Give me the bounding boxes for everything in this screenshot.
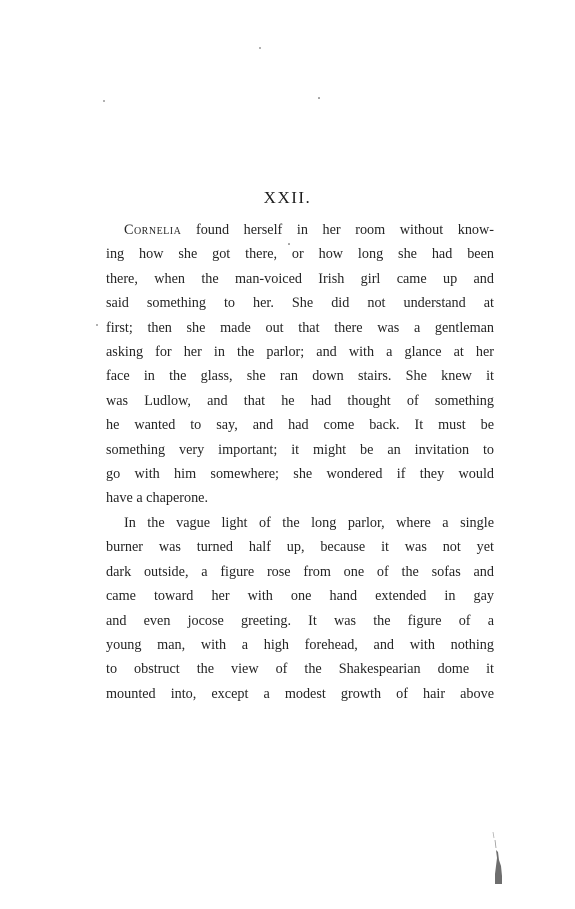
text-line: dark outside, a figure rose from one of the sofas and bbox=[106, 563, 494, 580]
text-line: face in the glass, she ran down stairs. She knew it bbox=[106, 368, 494, 385]
binding-artifact bbox=[491, 832, 503, 884]
text-line: mounted into, except a modest growth of hair above bbox=[106, 685, 494, 702]
text-line: was Ludlow, and that he had thought of something bbox=[106, 392, 494, 409]
text-line: ing how she got there, or how long she had been bbox=[106, 246, 494, 263]
text-line: go with him somewhere; she wondered if they would bbox=[106, 466, 494, 483]
text-line: and even jocose greeting. It was the figure of a bbox=[106, 612, 494, 629]
chapter-heading: XXII. bbox=[263, 188, 312, 207]
paper-speck bbox=[318, 97, 320, 99]
text-line: to obstruct the view of the Shakespearian dome it bbox=[106, 661, 494, 678]
paragraph-2 bbox=[106, 511, 494, 706]
text-line: he wanted to say, and had come back. It must be bbox=[106, 417, 494, 434]
text-line: have a chaperone. bbox=[106, 490, 209, 507]
text-line: Cornelia found herself in her room without know- bbox=[124, 222, 494, 238]
paragraph-1 bbox=[106, 218, 494, 511]
text-line: there, when the man-voiced Irish girl came up and bbox=[106, 270, 494, 287]
text-line: asking for her in the parlor; and with a glance at her bbox=[106, 344, 494, 361]
paper-speck bbox=[96, 324, 98, 326]
text-line: burner was turned half up, because it was not yet bbox=[106, 539, 494, 556]
paper-speck bbox=[259, 47, 261, 49]
text-line: In the vague light of the long parlor, where a single bbox=[124, 514, 494, 531]
text-line: came toward her with one hand extended in gay bbox=[106, 588, 494, 605]
text-line: young man, with a high forehead, and with nothing bbox=[106, 636, 494, 653]
text-line: first; then she made out that there was a gentleman bbox=[106, 319, 494, 336]
text-line: something very important; it might be an invitation to bbox=[106, 441, 494, 458]
body-text bbox=[106, 218, 494, 706]
paper-speck bbox=[103, 100, 105, 102]
text-line: said something to her. She did not understand at bbox=[106, 295, 494, 312]
lead-word: Cornelia bbox=[124, 222, 182, 238]
